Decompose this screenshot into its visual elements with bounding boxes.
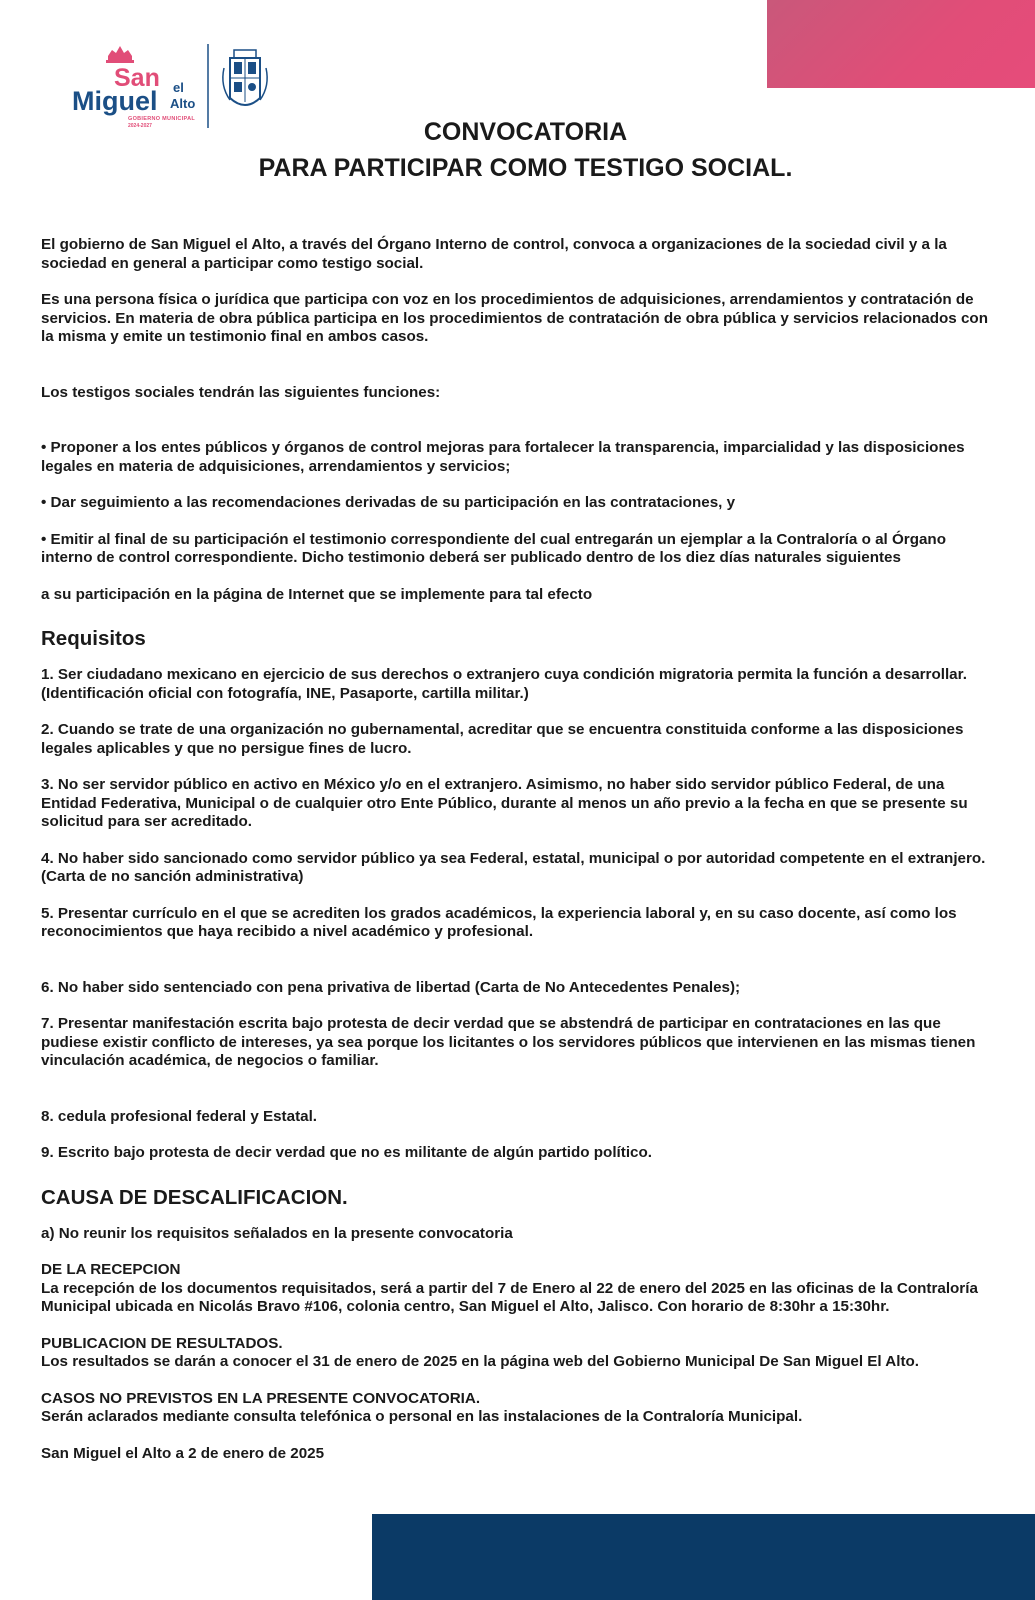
logo-years-text: 2024-2027 <box>128 123 152 129</box>
pink-corner-band <box>767 0 1035 88</box>
coat-of-arms-icon <box>223 50 267 105</box>
requisito-item: 3. No ser servidor público en activo en México y/o en el extranjero. Asimismo, no haber sido servidor público Federal, de una Entidad Federativa, Municipal o de cualquier otro Ente Público, durante al menos un año previo a la fecha en que se presente su solicitud para ser acreditado. <box>41 776 968 830</box>
requisito-item: 7. Presentar manifestación escrita bajo protesta de decir verdad que se abstendrá de participar en contrataciones en las que pudiese existir conflicto de intereses, ya sea porque los licitantes o los servidores públicos que intervienen en las mismas tienen vinculación académica, de negocios o familiar. <box>41 1015 976 1069</box>
requisito-item: 6. No haber sido sentenciado con pena privativa de libertad (Carta de No Antecedentes Penales); <box>41 978 741 996</box>
logo-gobierno-text: GOBIERNO MUNICIPAL <box>128 116 196 122</box>
logo-san-text: San <box>114 64 160 92</box>
functions-intro: Los testigos sociales tendrán las siguientes funciones: <box>41 383 441 401</box>
logo-alto-text: Alto <box>170 96 196 111</box>
no-previstos-text: Serán aclarados mediante consulta telefónica o personal en las instalaciones de la Contraloría Municipal. <box>41 1408 803 1425</box>
function-item: • Emitir al final de su participación el testimonio correspondiente del cual entregarán un ejemplar a la Contraloría o al Órgano interno de control correspondiente. Dicho testimonio deberá ser publicado dentro de los diez días naturales siguientes <box>41 530 946 566</box>
requisito-item: 9. Escrito bajo protesta de decir verdad que no es militante de algún partido político. <box>41 1144 652 1161</box>
function-item: • Proponer a los entes públicos y órganos de control mejoras para fortalecer la transparencia, imparcialidad y las disposiciones legales en materia de adquisiciones, arrendamientos y servicios; <box>41 439 965 475</box>
recepcion-text: La recepción de los documentos requisitados, será a partir del 7 de Enero al 22 de enero del 2025 en las oficinas de la Contraloría Municipal ubicada en Nicolás Bravo #106, colonia centro, San Miguel el Alto, Jalisco. Con horario de 8:30hr a 15:30hr. <box>41 1279 978 1315</box>
logo-miguel-text: Miguel <box>72 86 158 116</box>
place-date: San Miguel el Alto a 2 de enero de 2025 <box>41 1444 325 1462</box>
page-subtitle: PARA PARTICIPAR COMO TESTIGO SOCIAL. <box>258 154 793 182</box>
resultados-text: Los resultados se darán a conocer el 31 de enero de 2025 en la página web del Gobierno Municipal De San Miguel El Alto. <box>41 1353 920 1370</box>
document-body <box>41 236 999 1463</box>
requisito-item: 1. Ser ciudadano mexicano en ejercicio de sus derechos o extranjero cuya condición migratoria permita la función a desarrollar. (Identificación oficial con fotografía, INE, Pasaporte, cartilla militar.) <box>41 666 967 702</box>
no-previstos-heading: CASOS NO PREVISTOS EN LA PRESENTE CONVOCATORIA. <box>41 1389 481 1407</box>
requisitos-heading: Requisitos <box>41 627 146 650</box>
requisito-item: 8. cedula profesional federal y Estatal. <box>41 1107 318 1125</box>
descalificacion-heading: CAUSA DE DESCALIFICACION. <box>41 1185 348 1209</box>
requisito-item: 2. Cuando se trate de una organización no gubernamental, acreditar que se encuentra constituida conforme a las disposiciones legales aplicables y que no persigue fines de lucro. <box>41 721 964 757</box>
intro-paragraph: El gobierno de San Miguel el Alto, a través del Órgano Interno de control, convoca a organizaciones de la sociedad civil y a la sociedad en general a participar como testigo social. <box>41 236 947 272</box>
descalificacion-item: a) No reunir los requisitos señalados en la presente convocatoria <box>41 1224 513 1242</box>
requisito-item: 4. No haber sido sancionado como servidor público ya sea Federal, estatal, municipal o por autoridad competente en el extranjero. (Carta de no sanción administrativa) <box>41 849 986 885</box>
recepcion-heading: DE LA RECEPCION <box>41 1261 181 1278</box>
function-item-continuation: a su participación en la página de Internet que se implemente para tal efecto <box>41 585 593 603</box>
logo-el-text: el <box>173 80 184 95</box>
page-title: CONVOCATORIA <box>423 118 628 146</box>
requisito-item: 5. Presentar currículo en el que se acrediten los grados académicos, la experiencia laboral y, en su caso docente, así como los reconocimientos que haya recibido a nivel académico y profesional. <box>41 904 957 940</box>
navy-footer-band <box>372 1514 1035 1600</box>
resultados-heading: PUBLICACION DE RESULTADOS. <box>41 1334 283 1352</box>
function-item: • Dar seguimiento a las recomendaciones derivadas de su participación en las contrataciones, y <box>41 494 736 511</box>
definition-paragraph: Es una persona física o jurídica que participa con voz en los procedimientos de adquisiciones, arrendamientos y contratación de servicios. En materia de obra pública participa en los procedimientos de contratación de obra pública y servicios relacionados con la misma y emite un testimonio final en ambos casos. <box>41 291 988 345</box>
